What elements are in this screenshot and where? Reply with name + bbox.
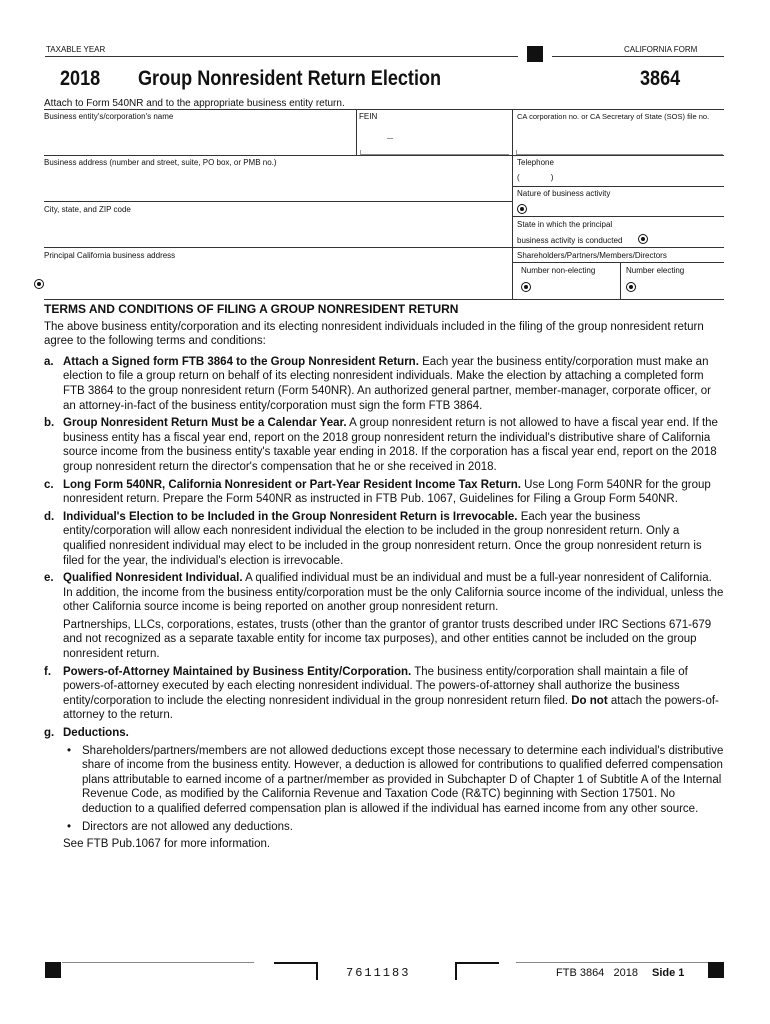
terms-section [44, 302, 724, 855]
state-principal-radio[interactable] [638, 234, 648, 244]
term-b-heading: Group Nonresident Return Must be a Calendar Year. [63, 417, 347, 430]
footer-rule-right [516, 962, 708, 963]
row-rule-phone [512, 186, 724, 187]
electing-radio[interactable] [626, 282, 636, 292]
footer-registration-mark-left [45, 962, 61, 978]
term-f-do-not: Do not [568, 694, 608, 707]
header-rule-right [552, 56, 724, 57]
term-g [44, 726, 724, 741]
term-g-see: See FTB Pub.1067 for more information. [63, 838, 271, 851]
term-d-label: d. [44, 510, 55, 523]
fein-label: FEIN [359, 112, 378, 121]
form-year: 2018 [60, 67, 101, 90]
nature-label: Nature of business activity [517, 189, 611, 198]
state-principal-label-2: business activity is conducted [517, 236, 623, 245]
row-rule-3 [44, 247, 724, 248]
row-rule-1 [44, 155, 724, 156]
term-g-bullet-1: • Shareholders/partners/members are not allowed deductions except those necessary to determine each individual's distributive share of income from the business entity. However, a deduction is allowed for contributions to qualified deferred compensation plans attributable to earned income of a partner/member as provided in Subchapter D of Chapter 1 of Subtitle A of the Internal Revenue Code, as modified by the California Revenue and Taxation Code (R&TC) beginning with Section 17501. No deduction to a qualified deferred compensation plan is allowed if the individual has earned income from any other source. [63, 744, 724, 817]
registration-mark [527, 46, 543, 62]
header-rule-left [45, 56, 518, 57]
term-a [44, 355, 724, 413]
footer-rule-left [62, 962, 254, 963]
business-name-label: Business entity's/corporation's name [44, 112, 174, 121]
telephone-field[interactable]: ( ) [517, 173, 554, 182]
term-e-paragraph: Partnerships, LLCs, corporations, estates, trusts (other than the grantor of grantor trusts described under IRC Sections 671-679 and not recognized as a separate taxable entity for income tax purposes), and other entities cannot be included on the group nonresident return. [63, 618, 712, 661]
number-non-electing-label: Number non-electing [521, 266, 596, 275]
principal-address-radio[interactable] [34, 279, 44, 289]
term-g-label: g. [44, 727, 55, 740]
shareholders-label: Shareholders/Partners/Members/Directors [517, 251, 667, 260]
term-f-text: The business entity/corporation shall maintain a file of powers-of-attorney executed by each electing nonresident individual. The powers-of-attorney shall authorize the business entity/corporation to include the electing nonresident individual in the group nonresident return filed. [63, 665, 688, 707]
term-f-heading: Powers-of-Attorney Maintained by Business Entity/Corporation. [63, 665, 412, 678]
ca-corp-no-label: CA corporation no. or CA Secretary of State (SOS) file no. [517, 112, 710, 121]
term-f [44, 665, 724, 723]
term-c-label: c. [44, 478, 54, 491]
row-rule-shareholders [512, 262, 724, 263]
term-d [44, 510, 724, 568]
right-column-divider [512, 109, 513, 299]
footer-corner-left [274, 962, 318, 980]
form-number: 3864 [640, 67, 681, 90]
term-e [44, 571, 724, 615]
term-b [44, 416, 724, 474]
grid-top-rule [44, 109, 724, 110]
fein-divider [356, 109, 357, 155]
nature-radio[interactable] [517, 204, 527, 214]
term-e-text: A qualified individual must be an individual and must be a full-year nonresident of California. In addition, the income from the business entity/corporation must be the only California source income of the individual, unless the other California source income is being reported on another group nonresident return. [63, 572, 724, 614]
grid-bottom-rule [44, 299, 724, 300]
term-a-text: Each year the business entity/corporation must make an election to file a group return on behalf of its electing nonresident individuals. Make the election by attaching a completed form FTB 3864 to the group nonresident return (Form 540NR). An authorized general partner, member-manager, corporate officer, or an attorney-in-fact of the business entity/corporation must sign the form FTB 3864. [63, 355, 711, 412]
terms-intro: The above business entity/corporation and its electing nonresident individuals included in the filing of the group nonresident return agree to the following terms and conditions: [44, 320, 704, 348]
telephone-label: Telephone [517, 158, 554, 167]
attach-note: Attach to Form 540NR and to the appropriate business entity return. [44, 98, 345, 109]
footer-form-ref: FTB 3864 2018 [556, 967, 638, 979]
term-g-bullet-2: • Directors are not allowed any deductions. [63, 820, 724, 835]
term-e-heading: Qualified Nonresident Individual. [63, 572, 243, 585]
term-a-heading: Attach a Signed form FTB 3864 to the Group Nonresident Return. [63, 355, 419, 368]
california-form-label: CALIFORNIA FORM [624, 45, 698, 54]
footer-corner-right [455, 962, 499, 980]
fein-dash [387, 138, 393, 139]
term-f-label: f. [44, 665, 52, 678]
term-a-label: a. [44, 355, 54, 368]
term-e-label: e. [44, 572, 54, 585]
row-rule-nature [512, 216, 724, 217]
term-b-text: A group nonresident return is not allowed to have a fiscal year end. If the business entity has a fiscal year end, report on the 2018 group nonresident return the individual's distributive share of California source income from the business entity's taxable year ending in 2018. If the corporation has a fiscal year end, report on the 2018 group nonresident return the director's compensation that he or she received in 2018. [63, 417, 718, 473]
terms-heading: TERMS AND CONDITIONS OF FILING A GROUP NONRESIDENT RETURN [44, 302, 459, 316]
city-state-zip-label: City, state, and ZIP code [44, 205, 131, 214]
form-title: Group Nonresident Return Election [138, 67, 442, 90]
footer-side: Side 1 [652, 967, 685, 979]
term-c-heading: Long Form 540NR, California Nonresident or Part-Year Resident Income Tax Return. [63, 478, 521, 491]
taxable-year-label: TAXABLE YEAR [46, 45, 106, 54]
footer-registration-mark-right [708, 962, 724, 978]
term-d-text: Each year the business entity/corporation will allow each nonresident individual the election to be included in the group nonresident return. Only a qualified nonresident individual may elect to be included in the group nonresident return. Once the group nonresident return is filed for the year, the individual's election is irrevocable. [63, 510, 702, 567]
row-rule-2 [44, 201, 512, 202]
term-d-heading: Individual's Election to be Included in the Group Nonresident Return is Irrevocable. [63, 510, 518, 523]
state-principal-label-1: State in which the principal [517, 220, 613, 229]
term-b-label: b. [44, 417, 55, 430]
number-electing-label: Number electing [626, 266, 685, 275]
business-address-label: Business address (number and street, suite, PO box, or PMB no.) [44, 158, 277, 167]
term-g-heading: Deductions. [63, 727, 129, 740]
electing-divider [620, 262, 621, 299]
non-electing-radio[interactable] [521, 282, 531, 292]
barcode-number: 7611183 [346, 966, 411, 980]
term-f-tail: attach the powers-of-attorney to the return. [63, 694, 719, 722]
principal-ca-address-label: Principal California business address [44, 251, 176, 260]
term-c-text: Use Long Form 540NR for the group nonresident return. Prepare the Form 540NR as instructed in FTB Pub. 1067, Guidelines for Filing a Group Form 540NR. [63, 478, 711, 506]
term-c [44, 478, 724, 507]
